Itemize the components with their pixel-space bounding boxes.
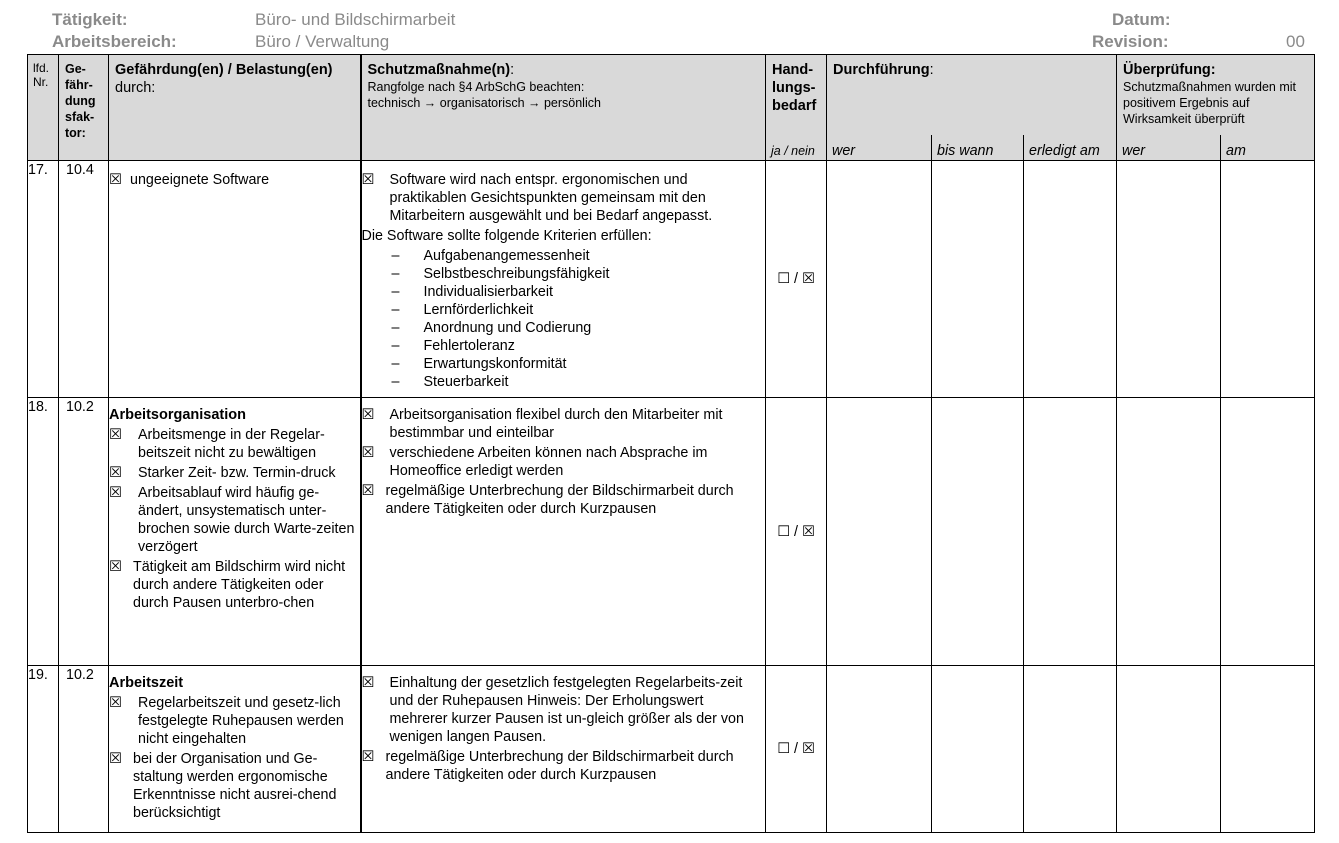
header-durch-wer: wer: [827, 135, 932, 161]
header-durch-erledigt: erledigt am: [1024, 135, 1117, 161]
handlungsbedarf-checkboxes[interactable]: ☐ / ☒: [766, 666, 827, 833]
schutz-item: ☒ verschiedene Arbeiten können nach Absprache im Homeoffice erledigt werden: [361, 445, 708, 479]
cell-ueber-wer[interactable]: [1117, 666, 1221, 833]
row-nr: 18.: [28, 398, 59, 666]
checkbox-checked-icon[interactable]: ☒: [109, 427, 122, 443]
checkbox-checked-icon[interactable]: ☒: [109, 695, 122, 711]
arbeitsbereich-label: Arbeitsbereich:: [52, 32, 177, 51]
checkbox-checked-icon[interactable]: ☒: [361, 172, 375, 188]
schutz-text: Die Software sollte folgende Kriterien erfüllen:: [361, 228, 652, 244]
header-schutzmassnahme: Schutzmaßnahme(n): Rangfolge nach §4 ArbSchG beachten: technisch → organisatorisch → persönlich: [361, 55, 766, 161]
datum-label: Datum:: [1112, 10, 1171, 29]
cell-durch-erledigt[interactable]: [1024, 398, 1117, 666]
gefaehrdung-item: ☒ Arbeitsmenge in der Regelar-beitszeit nicht zu bewältigen: [109, 427, 325, 461]
header-ueber-am: am: [1221, 135, 1315, 161]
row-faktor: 10.2: [59, 398, 109, 666]
row-gefaehrdung: [109, 161, 361, 398]
row-schutzmassnahme: [361, 398, 766, 666]
gefaehrdung-item: ☒ Tätigkeit am Bildschirm wird nicht durch andere Tätigkeiten oder durch Pausen unterbro-chen: [109, 559, 346, 611]
gefaehrdung-title: Arbeitsorganisation: [109, 407, 246, 423]
header-durch-bis-wann: bis wann: [932, 135, 1024, 161]
table-row: [28, 398, 1315, 666]
header-lfd-nr: lfd. Nr.: [28, 55, 59, 161]
row-faktor: 10.2: [59, 666, 109, 833]
row-nr: 19.: [28, 666, 59, 833]
cell-ueber-wer[interactable]: [1117, 161, 1221, 398]
revision-value: 00: [1286, 32, 1305, 51]
gefaehrdung-item: ☒ bei der Organisation und Ge-staltung werden ergonomische Erkenntnisse nicht ausrei-chend berücksichtigt: [109, 751, 337, 821]
checkbox-checked-icon[interactable]: ☒: [109, 172, 122, 188]
schutz-item: ☒ Software wird nach entspr. ergonomischen und praktikablen Gesichtspunkten gemeinsam mit den Mitarbeitern ausgewählt und bei Bedarf angepasst.: [361, 172, 713, 224]
row-gefaehrdung: [109, 666, 361, 833]
gefaehrdung-title: Arbeitszeit: [109, 675, 184, 691]
cell-durch-bis-wann[interactable]: [932, 398, 1024, 666]
checkbox-checked-icon[interactable]: ☒: [109, 559, 122, 575]
checkbox-checked-icon[interactable]: ☒: [361, 749, 375, 765]
cell-durch-wer[interactable]: [827, 398, 932, 666]
handlungsbedarf-checkboxes[interactable]: ☐ / ☒: [766, 398, 827, 666]
taetigkeit-value: Büro- und Bildschirmarbeit: [255, 10, 456, 29]
header-ueber-wer: wer: [1117, 135, 1221, 161]
cell-ueber-wer[interactable]: [1117, 398, 1221, 666]
row-gefaehrdung: [109, 398, 361, 666]
handlungsbedarf-checkboxes[interactable]: ☐ / ☒: [766, 161, 827, 398]
checkbox-checked-icon[interactable]: ☒: [109, 485, 122, 501]
cell-durch-erledigt[interactable]: [1024, 666, 1117, 833]
gefaehrdung-item: ☒ Starker Zeit- bzw. Termin-druck: [109, 465, 336, 481]
taetigkeit-label: Tätigkeit:: [52, 10, 128, 29]
revision-label: Revision:: [1092, 32, 1169, 51]
table-row: [28, 666, 1315, 833]
schutz-item: ☒ Arbeitsorganisation flexibel durch den Mitarbeiter mit bestimmbar und einteilbar: [361, 407, 723, 441]
header-ueberpruefung: Überprüfung: Schutzmaßnahmen wurden mit positivem Ergebnis auf Wirksamkeit überprüft: [1117, 55, 1315, 135]
cell-durch-erledigt[interactable]: [1024, 161, 1117, 398]
cell-durch-wer[interactable]: [827, 161, 932, 398]
cell-durch-bis-wann[interactable]: [932, 666, 1024, 833]
checkbox-checked-icon[interactable]: ☒: [361, 483, 375, 499]
gefaehrdung-item: ☒ Regelarbeitszeit und gesetz-lich festgelegte Ruhepausen werden nicht eingehalten: [109, 695, 344, 747]
checkbox-checked-icon[interactable]: ☒: [109, 751, 122, 767]
checkbox-checked-icon[interactable]: ☒: [361, 407, 375, 423]
checkbox-checked-icon[interactable]: ☒: [361, 445, 375, 461]
schutz-item: ☒ regelmäßige Unterbrechung der Bildschirmarbeit durch andere Tätigkeiten oder durch Kurzpausen: [361, 483, 734, 517]
criteria-list: – Aufgabenangemessenheit – Selbstbeschreibungsfähigkeit – Individualisierbarkeit – Lernförderlichkeit – Anordnung und Codierung – Fehlertoleranz – Erwartungskonformität – Steuerbarkeit: [391, 248, 610, 390]
header-gefaehrdung: Gefährdung(en) / Belastung(en) durch:: [109, 55, 361, 161]
header-handlungsbedarf: Hand-lungs-bedarf: [766, 55, 827, 135]
assessment-table: [27, 54, 1315, 833]
row-nr: 17.: [28, 161, 59, 398]
cell-ueber-am[interactable]: [1221, 161, 1315, 398]
table-row: [28, 161, 1315, 398]
row-faktor: 10.4: [59, 161, 109, 398]
checkbox-checked-icon[interactable]: ☒: [361, 675, 375, 691]
row-schutzmassnahme: [361, 161, 766, 398]
header-durchfuehrung: Durchführung:: [827, 55, 1117, 135]
cell-ueber-am[interactable]: [1221, 666, 1315, 833]
arbeitsbereich-value: Büro / Verwaltung: [255, 32, 390, 51]
header-ja-nein: ja / nein: [766, 135, 827, 161]
cell-durch-bis-wann[interactable]: [932, 161, 1024, 398]
schutz-item: ☒ regelmäßige Unterbrechung der Bildschirmarbeit durch andere Tätigkeiten oder durch Kurzpausen: [361, 749, 734, 783]
gefaehrdung-item: ☒ ungeeignete Software: [109, 172, 270, 188]
schutz-item: ☒ Einhaltung der gesetzlich festgelegten Regelarbeits-zeit und der Ruhepausen Hinweis: Der Erholungswert mehrerer kurzer Pausen ist un-gleich größer als der von wenigen langen Pausen.: [361, 675, 744, 745]
header-gefaehrdungsfaktor: Ge-fähr-dung sfak-tor:: [59, 55, 109, 161]
gefaehrdung-item: ☒ Arbeitsablauf wird häufig ge-ändert, unsystematisch unter-brochen sowie durch Warte-zeiten verzögert: [109, 485, 355, 555]
row-schutzmassnahme: [361, 666, 766, 833]
cell-ueber-am[interactable]: [1221, 398, 1315, 666]
cell-durch-wer[interactable]: [827, 666, 932, 833]
checkbox-checked-icon[interactable]: ☒: [109, 465, 122, 481]
